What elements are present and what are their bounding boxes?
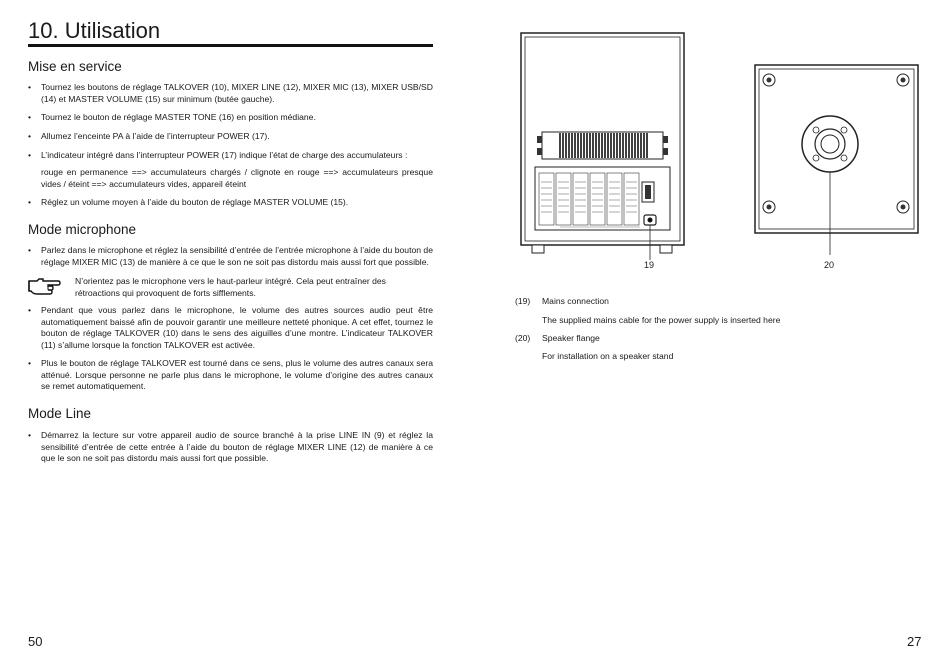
heading-mode-line: Mode Line: [28, 406, 92, 421]
reference-item: (19) Mains connection: [515, 296, 609, 306]
pointing-hand-icon: [27, 276, 61, 296]
speaker-rear-illustration: [520, 32, 690, 267]
reference-description: For installation on a speaker stand: [542, 351, 674, 361]
page-number-left: 50: [28, 634, 43, 649]
heading-mode-microphone: Mode microphone: [28, 222, 137, 237]
title-rule: [28, 44, 433, 47]
left-page: 10. Utilisation Mise en service • Tournez les boutons de réglage TALKOVER (10), MIXER LINE (12), MIXER MIC (13), MIXER USB/SD (14) et MASTER VOLUME (15) sur minimum (butée gauche). • Tournez le bouton de réglage MASTER TONE (16) en position médiane. • Allumez l’enceinte PA à l’aide de l’interrupteur POWER (17). • L’indicateur intégré dans l’interrupteur POWER (17) indique l’état de charge des accumulateurs : rouge en permanence ==> accumulateurs chargés / clignote en rouge ==> accumulateurs presque vides / éteint ==> accumulateurs vides, appareil éteint • Réglez un volume moyen à l’aide du bouton de réglage MASTER VOLUME (15). Mode microphone • Parlez dans le microphone et réglez la sensibilité d’entrée de l’entrée microphone à l’aide du bouton de réglage MIXER MIC (13) de manière à ce que le son ne soit pas distordu mais aussi fort que possible. N’orientez pas le microphone vers le haut-parleur intégré. Cela peut entraîner des rétroactions qui provoquent de forts sifflements. • Pendant que vous parlez dans le microphone, le volume des autres sources audio peut être automatiquement baissé afin de pouvoir garantir une meilleure netteté phonique. A cet effet, tournez le bouton de réglage TALKOVER (10) dans le sens des aiguilles d’une montre. L’indicateur TALKOVER (11) s’allume lorsque la fonction TALKOVER est activée. • Plus le bouton de réglage TALKOVER est tourné dans ce sens, plus le volume des autres canaux sera atténué. Lorsque personne ne parle plus dans le microphone, le volume d’origine des autres canaux se remet automatiquement. Mode Line • Démarrez la lecture sur votre appareil audio de source branché à la prise LINE IN (9) et réglez la sensibilité d’entrée de cette entrée à l’aide du bouton de réglage MIXER LINE (12) de manière à ce que le son ne soit pas distordu mais aussi fort que possible. 50: [28, 18, 433, 649]
note-text: N’orientez pas le microphone vers le haut-parleur intégré. Cela peut entraîner des rétroactions qui provoquent de forts sifflements.: [75, 276, 386, 298]
heading-mise-en-service: Mise en service: [28, 59, 122, 74]
speaker-bottom-illustration: [753, 63, 923, 263]
charge-status-text: rouge en permanence ==> accumulateurs chargés / clignote en rouge ==> accumulateurs presque vides / éteint ==> accumulateurs vides, appareil éteint: [41, 167, 433, 189]
right-page: [475, 0, 950, 657]
reference-description: The supplied mains cable for the power supply is inserted here: [542, 315, 781, 325]
page-title: 10. Utilisation: [28, 18, 161, 43]
callout-19: 19: [644, 260, 655, 270]
reference-item: (20) Speaker flange: [515, 333, 600, 343]
callout-20: 20: [824, 260, 835, 270]
page-number-right: 27: [907, 634, 922, 649]
